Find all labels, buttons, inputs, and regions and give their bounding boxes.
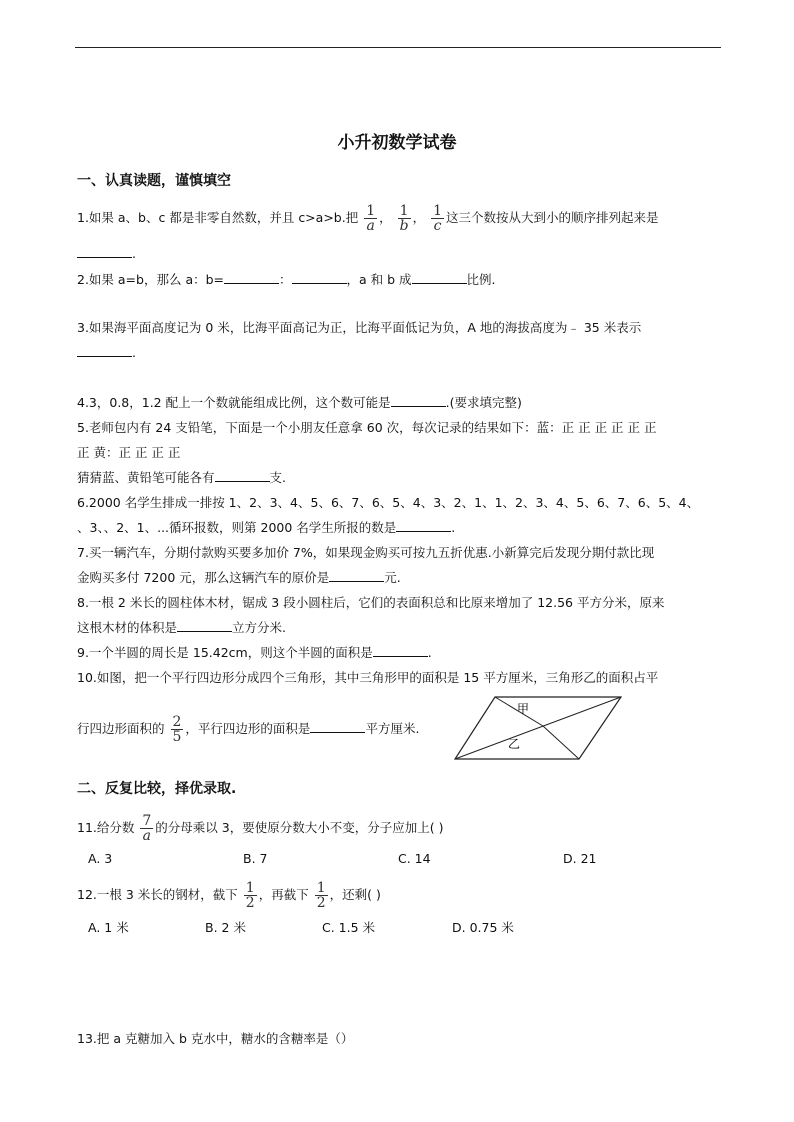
answer-blank[interactable] [77,344,132,357]
label-yi: 乙 [508,737,521,751]
answer-blank[interactable] [77,245,132,258]
question-7-line-1: 7.买一辆汽车，分期付款购买要多加价 7%，如果现金购买可按九五折优惠.小新算完后发现分期付款比现 [77,545,655,560]
q11-option-a[interactable]: A. 3 [88,851,113,866]
question-7-line-2: 金购买多付 7200 元，那么这辆汽车的原价是 元. [77,570,401,585]
answer-blank[interactable] [329,569,384,582]
fraction-7-over-a: $\frac{7}{a}$ [142,813,152,844]
answer-blank[interactable] [292,271,347,284]
question-5-line-1: 5.老师包内有 24 支铅笔，下面是一个小朋友任意拿 60 次，每次记录的结果如下：蓝：正 正 正 正 正 正 [77,420,657,435]
question-9: 9.一个半圆的周长是 15.42cm，则这个半圆的面积是 . [77,645,432,660]
section-1-heading: 一、认真读题，谨慎填空 [77,173,231,189]
page-title: 小升初数学试卷 [337,133,457,153]
q11-option-c[interactable]: C. 14 [398,851,431,866]
parallelogram-figure [453,693,625,765]
question-1-line-1: 1.如果 a、b、c 都是非零自然数，并且 c>a>b.把 $\frac{1}{a}$ ， $\frac{1}{b}$ ， $\frac{1}{c}$ 这三个数按从大到小的顺序排列起来是 [77,203,659,234]
fraction-1-over-2: $\frac{1}{2}$ [245,880,255,911]
question-6-line-2: 、3、、2、1、...循环报数，则第 2000 名学生所报的数是 . [77,520,456,535]
question-3-line-1: 3.如果海平面高度记为 0 米，比海平面高记为正，比海平面低记为负，A 地的海拔高度为﹣ 35 米表示 [77,320,642,335]
question-5-line-2: 正 黄：正 正 正 正 [77,445,181,460]
q12-option-c[interactable]: C. 1.5 米 [322,920,376,935]
segment-line [543,726,579,759]
answer-blank[interactable] [310,720,365,733]
question-10-line-1: 10.如图，把一个平行四边形分成四个三角形，其中三角形甲的面积是 15 平方厘米，三角形乙的面积占平 [77,670,659,685]
question-6-line-1: 6.2000 名学生排成一排按 1、2、3、4、5、6、7、6、5、4、3、2、1、1、2、3、4、5、6、7、6、5、4、 [77,495,700,510]
fraction-1-over-b: $\frac{1}{b}$ [399,203,409,234]
question-13: 13.把 a 克糖加入 b 克水中，糖水的含糖率是（） [77,1031,354,1046]
question-3-line-2: . [77,344,136,360]
question-11: 11.给分数 $\frac{7}{a}$ 的分母乘以 3，要使原分数大小不变，分子应加上( ) [77,813,444,844]
q12-option-a[interactable]: A. 1 米 [88,920,129,935]
question-1-line-2: . [77,245,136,261]
label-jia: 甲 [517,702,530,716]
q11-option-d[interactable]: D. 21 [563,851,597,866]
fraction-1-over-a: $\frac{1}{a}$ [366,203,376,234]
question-12: 12.一根 3 米长的钢材，截下 $\frac{1}{2}$ ，再截下 $\frac{1}{2}$ ，还剩( ) [77,880,381,911]
answer-blank[interactable] [215,469,270,482]
q1-text-b: 这三个数按从大到小的顺序排列起来是 [446,210,659,225]
answer-blank[interactable] [412,271,467,284]
answer-blank[interactable] [391,394,446,407]
question-4: 4.3，0.8，1.2 配上一个数就能组成比例，这个数可能是 .(要求填完整) [77,395,522,410]
section-2-heading: 二、反复比较，择优录取. [77,781,237,797]
answer-blank[interactable] [177,619,232,632]
q12-option-d[interactable]: D. 0.75 米 [452,920,514,935]
q12-option-b[interactable]: B. 2 米 [205,920,246,935]
q11-option-b[interactable]: B. 7 [243,851,268,866]
answer-blank[interactable] [373,644,428,657]
fraction-1-over-c: $\frac{1}{c}$ [433,203,442,234]
question-8-line-1: 8.一根 2 米长的圆柱体木材，锯成 3 段小圆柱后，它们的表面积总和比原来增加了 12.56 平方分米，原来 [77,595,665,610]
question-8-line-2: 这根木材的体积是 立方分米. [77,620,286,635]
q1-text-a: 1.如果 a、b、c 都是非零自然数，并且 c>a>b.把 [77,210,359,225]
header-rule [75,47,721,48]
fraction-1-over-2: $\frac{1}{2}$ [316,880,326,911]
answer-blank[interactable] [224,271,279,284]
answer-blank[interactable] [396,519,451,532]
question-10-line-2: 行四边形面积的 $\frac{2}{5}$ ，平行四边形的面积是 平方厘米. [77,714,420,745]
question-2: 2.如果 a=b，那么 a：b= ： ，a 和 b 成 比例. [77,272,496,287]
fraction-2-over-5: $\frac{2}{5}$ [172,714,182,745]
question-5-line-3: 猜猜蓝、黄铅笔可能各有 支. [77,470,286,485]
diagonal-line [455,697,621,759]
